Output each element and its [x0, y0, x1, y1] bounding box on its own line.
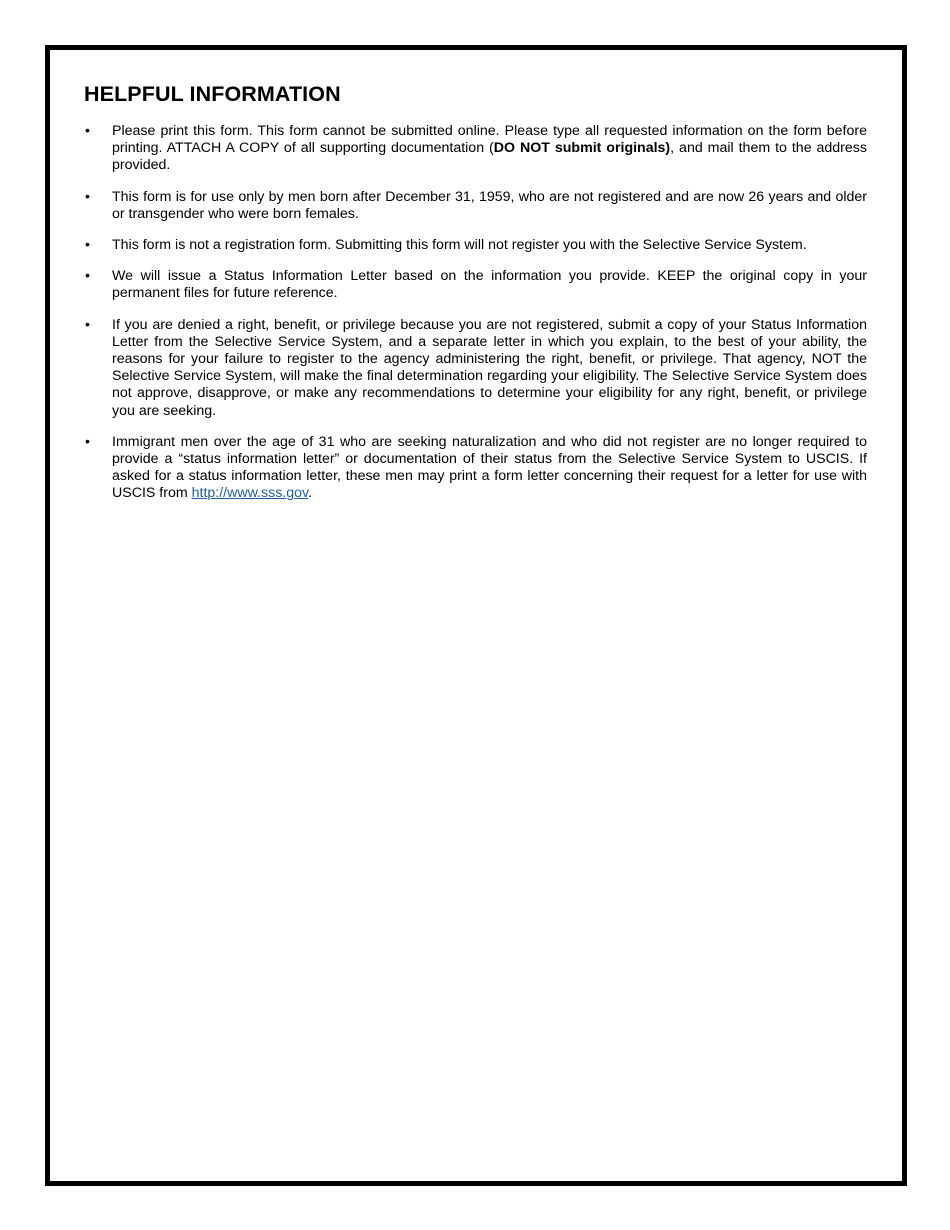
info-list [84, 123, 867, 503]
list-item [84, 268, 867, 302]
item-text: Please print this form. This form cannot be submitted online. Please type all requested information on the form before printing. ATTACH A COPY of all supporting documentation ( [112, 123, 867, 157]
list-item [84, 123, 867, 175]
list-item [84, 189, 867, 223]
bullet-icon: • [85, 316, 90, 333]
sss-website-link[interactable]: http://www.sss.gov [191, 485, 309, 502]
list-item [84, 237, 867, 254]
bullet-icon: • [85, 123, 90, 139]
item-text: This form is for use only by men born after December 31, 1959, who are not registered and are now 26 years and older or transgender who were born females. [112, 188, 867, 222]
item-text: . [308, 485, 313, 502]
bullet-icon: • [85, 268, 90, 285]
item-text: This form is not a registration form. Submitting this form will not register you with the Selective Service System. [112, 237, 807, 254]
bullet-icon: • [85, 188, 90, 205]
bullet-icon: • [85, 237, 90, 254]
item-text: We will issue a Status Information Letter based on the information you provide. KEEP the original copy in your permanent files for future reference. [112, 268, 867, 302]
list-item [84, 317, 867, 420]
item-text: If you are denied a right, benefit, or privilege because you are not registered, submit a copy of your Status Information Letter from the Selective Service System, and a separate letter in which you explain, to the best of your ability, the reasons for your failure to register to the agency administering the right, benefit, or privilege. That agency, NOT the Selective Service System, will make the final determination regarding your eligibility. The Selective Service System does not approve, disapprove, or make any recommendations to determine your eligibility for any right, benefit, or privilege you are seeking. [112, 316, 867, 419]
item-text: Immigrant men over the age of 31 who are seeking naturalization and who did not register are no longer required to provide a “status information letter” or documentation of their status from the Selective Service System to USCIS. If asked for a status information letter, these men may print a form letter concerning their request for a letter for use with USCIS from [112, 433, 867, 502]
page-content [84, 80, 867, 517]
item-text: , and mail them to the address provided. [112, 140, 867, 174]
list-item [84, 434, 867, 503]
bullet-icon: • [85, 433, 90, 450]
page-title: HELPFUL INFORMATION [84, 82, 341, 106]
page-border [45, 45, 907, 1186]
item-bold-text: DO NOT submit originals) [493, 140, 671, 157]
